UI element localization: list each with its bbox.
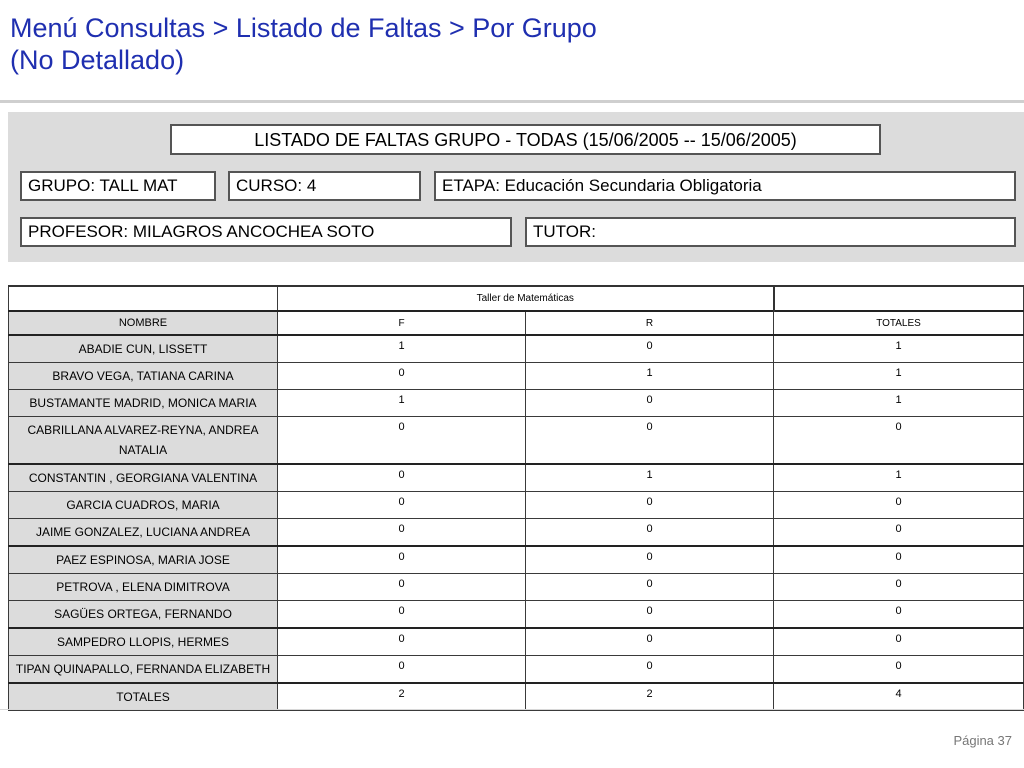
r-value: 0 [526,546,774,574]
table-row [9,546,1024,574]
f-value: 0 [278,363,526,390]
r-value: 0 [526,417,774,465]
table-row [9,601,1024,629]
f-value: 0 [278,417,526,465]
slide-title-line-1: Menú Consultas > Listado de Faltas > Por Grupo [10,13,597,43]
r-value: 0 [526,519,774,547]
f-value: 0 [278,546,526,574]
table-row [9,464,1024,492]
r-value: 0 [526,574,774,601]
column-header-totales: TOTALES [774,311,1024,335]
tutor-field: TUTOR: [525,217,1016,247]
total-value: 1 [774,390,1024,417]
r-value: 1 [526,464,774,492]
r-total: 2 [526,683,774,711]
total-value: 0 [774,417,1024,465]
grupo-field: GRUPO: TALL MAT [20,171,216,201]
f-value: 1 [278,335,526,363]
subject-header: Taller de Matemáticas [278,286,774,311]
student-name: JAIME GONZALEZ, LUCIANA ANDREA [9,519,278,547]
subject-row [9,286,1024,311]
table-row [9,335,1024,363]
student-name: BRAVO VEGA, TATIANA CARINA [9,363,278,390]
total-value: 1 [774,363,1024,390]
f-value: 0 [278,464,526,492]
table-row [9,390,1024,417]
f-value: 0 [278,601,526,629]
blank-cell [774,286,1024,311]
r-value: 0 [526,390,774,417]
r-value: 0 [526,335,774,363]
table-row [9,574,1024,601]
page-number: Página 37 [953,733,1012,748]
f-value: 0 [278,628,526,656]
r-value: 1 [526,363,774,390]
student-name: ABADIE CUN, LISSETT [9,335,278,363]
etapa-field: ETAPA: Educación Secundaria Obligatoria [434,171,1016,201]
student-name: CABRILLANA ALVAREZ-REYNA, ANDREA NATALIA [9,417,278,465]
grand-total: 4 [774,683,1024,711]
total-value: 1 [774,464,1024,492]
total-value: 0 [774,546,1024,574]
student-name: GARCIA CUADROS, MARIA [9,492,278,519]
total-value: 1 [774,335,1024,363]
student-name: BUSTAMANTE MADRID, MONICA MARIA [9,390,278,417]
f-value: 0 [278,492,526,519]
r-value: 0 [526,601,774,629]
r-value: 0 [526,656,774,684]
table-row [9,492,1024,519]
totals-label: TOTALES [9,683,278,711]
table-row [9,417,1024,465]
report-heading: LISTADO DE FALTAS GRUPO - TODAS (15/06/2005 -- 15/06/2005) [170,124,881,155]
slide-title-line-2: (No Detallado) [10,45,185,75]
f-value: 0 [278,519,526,547]
totals-row [9,683,1024,711]
footer-divider [0,709,1024,710]
f-value: 0 [278,656,526,684]
report-header-panel [8,112,1024,262]
column-header-nombre: NOMBRE [9,311,278,335]
column-header-r: R [526,311,774,335]
profesor-field: PROFESOR: MILAGROS ANCOCHEA SOTO [20,217,512,247]
table-row [9,628,1024,656]
total-value: 0 [774,601,1024,629]
curso-field: CURSO: 4 [228,171,421,201]
total-value: 0 [774,492,1024,519]
absences-table [8,285,1024,711]
total-value: 0 [774,628,1024,656]
student-name: CONSTANTIN , GEORGIANA VALENTINA [9,464,278,492]
blank-cell [9,286,278,311]
student-name: PETROVA , ELENA DIMITROVA [9,574,278,601]
student-name: TIPAN QUINAPALLO, FERNANDA ELIZABETH [9,656,278,684]
r-value: 0 [526,628,774,656]
f-value: 1 [278,390,526,417]
table-row [9,656,1024,684]
title-divider [0,100,1024,103]
table-row [9,363,1024,390]
student-name: SAGÜES ORTEGA, FERNANDO [9,601,278,629]
total-value: 0 [774,574,1024,601]
f-total: 2 [278,683,526,711]
student-name: PAEZ ESPINOSA, MARIA JOSE [9,546,278,574]
slide-title [10,12,910,76]
total-value: 0 [774,519,1024,547]
r-value: 0 [526,492,774,519]
table-row [9,519,1024,547]
total-value: 0 [774,656,1024,684]
column-header-f: F [278,311,526,335]
column-header-row [9,311,1024,335]
student-name: SAMPEDRO LLOPIS, HERMES [9,628,278,656]
f-value: 0 [278,574,526,601]
